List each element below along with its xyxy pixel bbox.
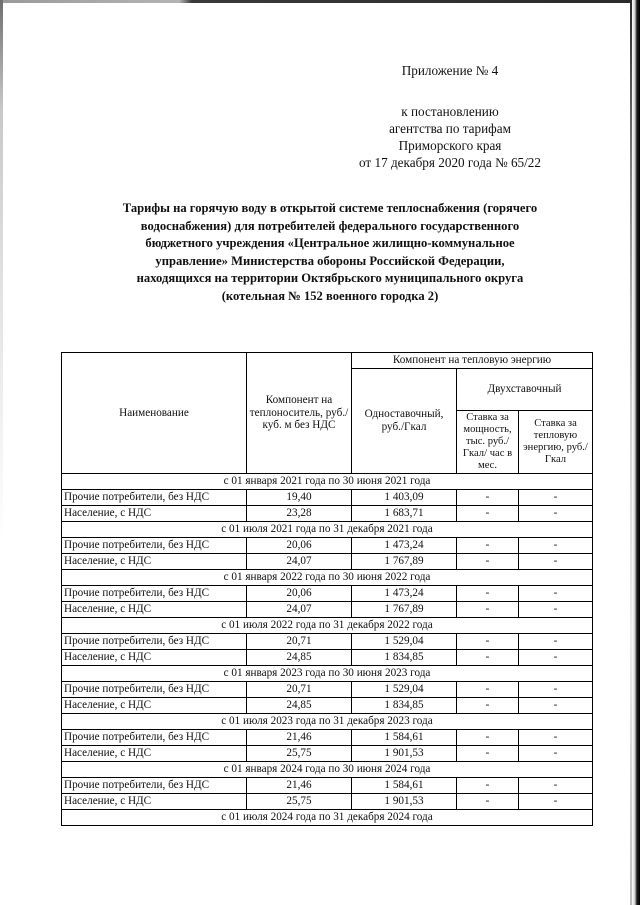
- cell-single-rate-value: 1 473,24: [352, 586, 457, 602]
- table-row: [62, 698, 593, 714]
- period-header-row: [62, 570, 593, 586]
- approval-region-line: Приморского края: [398, 138, 502, 153]
- period-header-row: [62, 618, 593, 634]
- cell-carrier-value: 19,40: [247, 490, 352, 506]
- table-row: [62, 538, 593, 554]
- cell-energy-rate-value: -: [519, 538, 593, 554]
- cell-carrier-value: 21,46: [247, 778, 352, 794]
- cell-consumer-name: Прочие потребители, без НДС: [62, 538, 247, 554]
- cell-energy-rate-value: -: [519, 730, 593, 746]
- cell-energy-rate-value: -: [519, 650, 593, 666]
- table-row: [62, 490, 593, 506]
- cell-energy-rate-value: -: [519, 602, 593, 618]
- cell-single-rate-value: 1 767,89: [352, 602, 457, 618]
- cell-energy-rate-value: -: [519, 634, 593, 650]
- approval-agency-line: агентства по тарифам: [389, 121, 511, 136]
- cell-consumer-name: Прочие потребители, без НДС: [62, 586, 247, 602]
- header-thermal-energy-component: Компонент на тепловую энергию: [352, 353, 593, 369]
- cell-energy-rate-value: -: [519, 698, 593, 714]
- table-row: [62, 730, 593, 746]
- period-header-row: [62, 810, 593, 826]
- cell-consumer-name: Население, с НДС: [62, 554, 247, 570]
- period-label: с 01 июля 2024 года по 31 декабря 2024 года: [62, 810, 593, 826]
- cell-power-rate-value: -: [457, 650, 519, 666]
- cell-carrier-value: 25,75: [247, 794, 352, 810]
- cell-consumer-name: Прочие потребители, без НДС: [62, 778, 247, 794]
- cell-single-rate-value: 1 584,61: [352, 778, 457, 794]
- table-row: [62, 794, 593, 810]
- cell-energy-rate-value: -: [519, 778, 593, 794]
- cell-carrier-value: 20,06: [247, 586, 352, 602]
- table-row: [62, 650, 593, 666]
- cell-consumer-name: Прочие потребители, без НДС: [62, 730, 247, 746]
- period-label: с 01 января 2023 года по 30 июня 2023 года: [62, 666, 593, 682]
- tariff-table: [61, 352, 593, 826]
- table-row: [62, 602, 593, 618]
- cell-power-rate-value: -: [457, 746, 519, 762]
- cell-power-rate-value: -: [457, 490, 519, 506]
- cell-consumer-name: Прочие потребители, без НДС: [62, 682, 247, 698]
- cell-single-rate-value: 1 901,53: [352, 746, 457, 762]
- table-row: [62, 554, 593, 570]
- cell-carrier-value: 20,06: [247, 538, 352, 554]
- header-single-rate: Одноставочный, руб./Гкал: [352, 368, 457, 473]
- page-title: Тарифы на горячую воду в открытой системе теплоснабжения (горячего водоснабжения) для потребителей федерального государственного бюджетного учреждения «Центральное жилищно-коммунальное управление» Министерства обороны Российской Федерации, находящихся на территории Октябрьского муниципального округа (котельная № 152 военного городка 2): [122, 201, 538, 303]
- cell-carrier-value: 21,46: [247, 730, 352, 746]
- cell-single-rate-value: 1 584,61: [352, 730, 457, 746]
- cell-consumer-name: Население, с НДС: [62, 746, 247, 762]
- cell-energy-rate-value: -: [519, 490, 593, 506]
- header-carrier-component: Компонент на теплоноситель, руб./куб. м без НДС: [247, 353, 352, 474]
- cell-energy-rate-value: -: [519, 746, 593, 762]
- cell-single-rate-value: 1 403,09: [352, 490, 457, 506]
- period-label: с 01 июля 2022 года по 31 декабря 2022 года: [62, 618, 593, 634]
- cell-single-rate-value: 1 901,53: [352, 794, 457, 810]
- cell-consumer-name: Население, с НДС: [62, 602, 247, 618]
- cell-power-rate-value: -: [457, 698, 519, 714]
- cell-single-rate-value: 1 834,85: [352, 650, 457, 666]
- cell-consumer-name: Население, с НДС: [62, 698, 247, 714]
- cell-single-rate-value: 1 529,04: [352, 634, 457, 650]
- cell-power-rate-value: -: [457, 554, 519, 570]
- period-label: с 01 января 2024 года по 30 июня 2024 года: [62, 762, 593, 778]
- cell-single-rate-value: 1 767,89: [352, 554, 457, 570]
- tariff-table-head: [62, 353, 593, 474]
- cell-consumer-name: Население, с НДС: [62, 650, 247, 666]
- table-row: [62, 746, 593, 762]
- cell-power-rate-value: -: [457, 730, 519, 746]
- cell-carrier-value: 24,85: [247, 650, 352, 666]
- table-row: [62, 778, 593, 794]
- tariff-table-body: [62, 474, 593, 826]
- header-name: Наименование: [62, 353, 247, 474]
- cell-single-rate-value: 1 473,24: [352, 538, 457, 554]
- approval-to-line: к постановлению: [401, 104, 499, 119]
- cell-carrier-value: 23,28: [247, 506, 352, 522]
- period-label: с 01 июля 2021 года по 31 декабря 2021 года: [62, 522, 593, 538]
- table-row: [62, 682, 593, 698]
- cell-power-rate-value: -: [457, 538, 519, 554]
- cell-consumer-name: Прочие потребители, без НДС: [62, 490, 247, 506]
- scan-edge-right: [632, 0, 640, 905]
- cell-power-rate-value: -: [457, 586, 519, 602]
- header-two-part-rate: Двухставочный: [457, 368, 593, 410]
- period-header-row: [62, 666, 593, 682]
- header-energy-rate: Ставка за тепловую энергию, руб./Гкал: [519, 411, 593, 474]
- cell-energy-rate-value: -: [519, 682, 593, 698]
- table-header-row-1: [62, 353, 593, 369]
- period-header-row: [62, 522, 593, 538]
- period-header-row: [62, 714, 593, 730]
- cell-energy-rate-value: -: [519, 794, 593, 810]
- cell-consumer-name: Население, с НДС: [62, 794, 247, 810]
- cell-energy-rate-value: -: [519, 506, 593, 522]
- cell-power-rate-value: -: [457, 506, 519, 522]
- cell-consumer-name: Население, с НДС: [62, 506, 247, 522]
- cell-carrier-value: 20,71: [247, 682, 352, 698]
- cell-power-rate-value: -: [457, 602, 519, 618]
- cell-carrier-value: 24,07: [247, 602, 352, 618]
- cell-energy-rate-value: -: [519, 554, 593, 570]
- document-header-block: [300, 62, 600, 171]
- cell-single-rate-value: 1 834,85: [352, 698, 457, 714]
- period-label: с 01 января 2022 года по 30 июня 2022 года: [62, 570, 593, 586]
- period-header-row: [62, 762, 593, 778]
- table-row: [62, 634, 593, 650]
- cell-carrier-value: 24,07: [247, 554, 352, 570]
- header-power-rate: Ставка за мощность, тыс. руб./Гкал/ час в мес.: [457, 411, 519, 474]
- period-label: с 01 июля 2023 года по 31 декабря 2023 года: [62, 714, 593, 730]
- approval-date-line: от 17 декабря 2020 года № 65/22: [359, 155, 541, 170]
- cell-energy-rate-value: -: [519, 586, 593, 602]
- cell-power-rate-value: -: [457, 634, 519, 650]
- table-row: [62, 586, 593, 602]
- table-row: [62, 506, 593, 522]
- cell-single-rate-value: 1 683,71: [352, 506, 457, 522]
- cell-power-rate-value: -: [457, 794, 519, 810]
- cell-carrier-value: 20,71: [247, 634, 352, 650]
- period-header-row: [62, 474, 593, 490]
- cell-carrier-value: 24,85: [247, 698, 352, 714]
- cell-power-rate-value: -: [457, 778, 519, 794]
- cell-single-rate-value: 1 529,04: [352, 682, 457, 698]
- cell-power-rate-value: -: [457, 682, 519, 698]
- cell-carrier-value: 25,75: [247, 746, 352, 762]
- cell-consumer-name: Прочие потребители, без НДС: [62, 634, 247, 650]
- appendix-number: Приложение № 4: [401, 63, 499, 78]
- period-label: с 01 января 2021 года по 30 июня 2021 года: [62, 474, 593, 490]
